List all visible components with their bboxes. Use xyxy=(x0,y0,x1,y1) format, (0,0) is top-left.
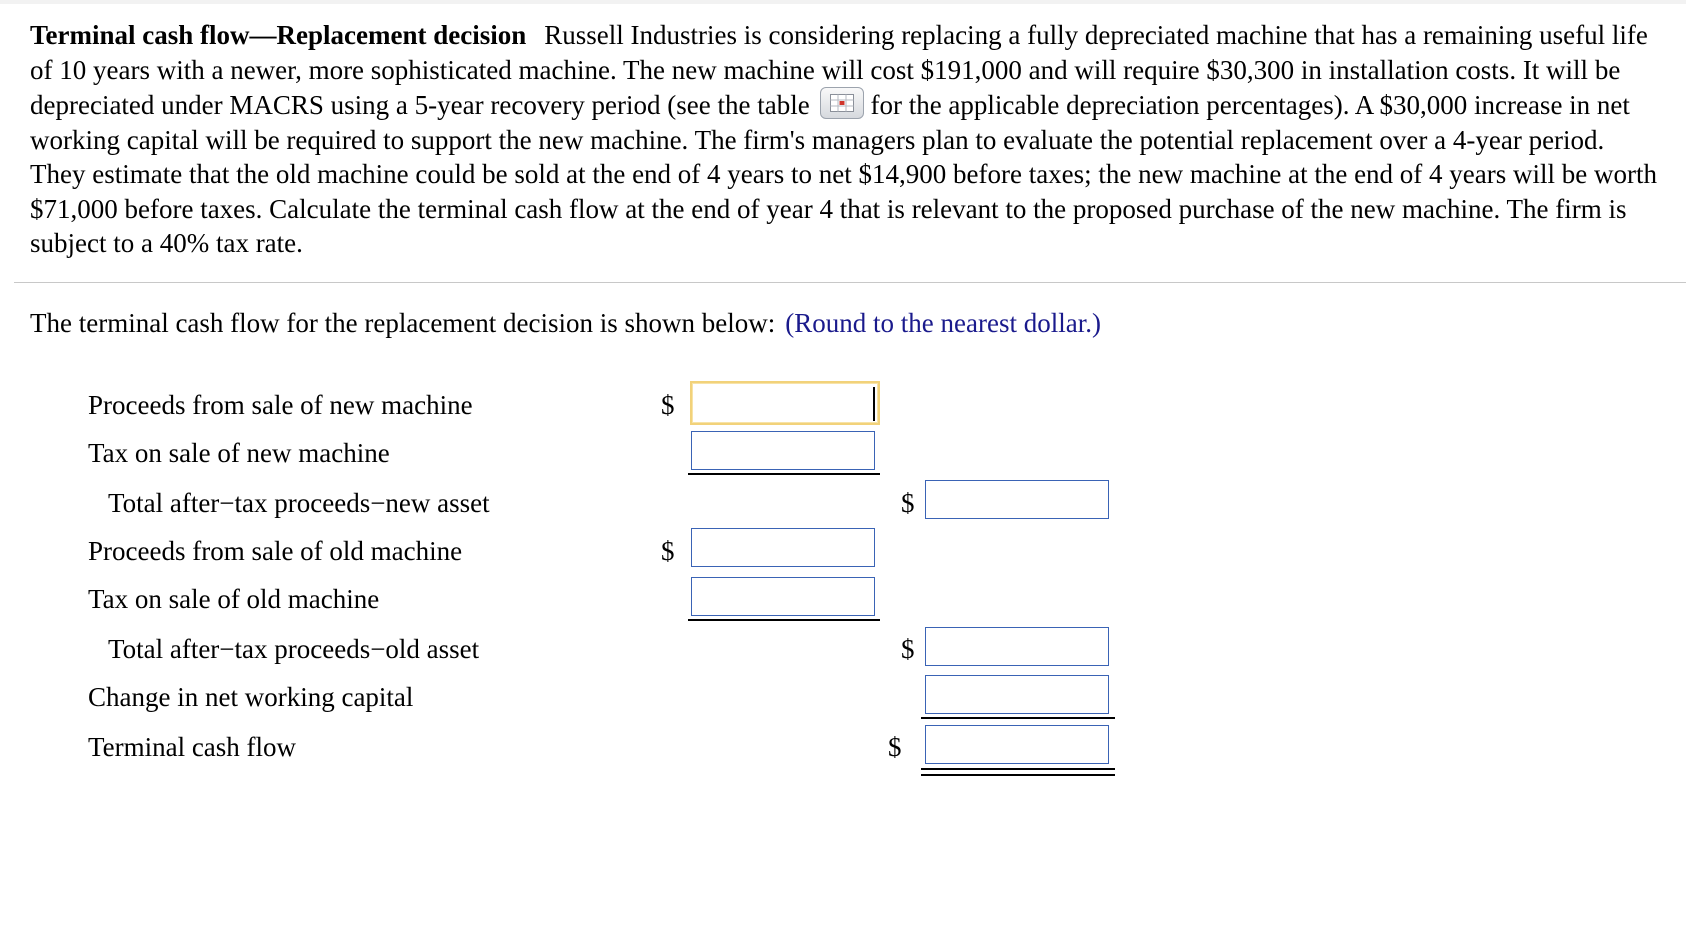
section-divider xyxy=(14,282,1686,283)
input-nwc[interactable] xyxy=(925,675,1109,714)
label-total-new: Total after−tax proceeds−new asset xyxy=(108,488,490,518)
input-total-new[interactable] xyxy=(925,480,1109,519)
problem-statement xyxy=(30,18,1660,261)
double-underline-bottom xyxy=(921,774,1115,776)
label-total-old: Total after−tax proceeds−old asset xyxy=(108,634,480,664)
problem-text-part2: for the applicable depreciation percentages). A $30,000 increase in net working capital will be required to support the new machine. The firm's managers plan to evaluate the potential replacement over a 4-year period. They estimate that the old machine could be sold at the end of 4 years to net $14,900 before taxes; the new machine at the end of 4 years will be worth $71,000 before taxes. Calculate the terminal cash flow at the end of year 4 that is relevant to the proposed purchase of the new machine. The firm is subject to a 40% tax rate. xyxy=(30,90,1657,258)
label-terminal: Terminal cash flow xyxy=(88,732,297,762)
subtotal-underline xyxy=(688,619,880,621)
input-tax-new[interactable] xyxy=(691,431,875,470)
total-underline xyxy=(921,717,1115,719)
label-tax-new: Tax on sale of new machine xyxy=(88,438,390,468)
instruction xyxy=(30,306,1101,340)
double-underline-top xyxy=(921,768,1115,770)
label-proceeds-old: Proceeds from sale of old machine xyxy=(88,536,463,566)
dollar-sign: $ xyxy=(901,634,915,664)
dollar-sign: $ xyxy=(661,390,675,420)
dollar-sign: $ xyxy=(661,536,675,566)
problem-title: Terminal cash flow—Replacement decision xyxy=(30,20,527,50)
table-icon[interactable] xyxy=(820,87,864,119)
dollar-sign: $ xyxy=(901,488,915,518)
text-caret xyxy=(873,387,875,421)
input-total-old[interactable] xyxy=(925,627,1109,666)
label-proceeds-new: Proceeds from sale of new machine xyxy=(88,390,473,420)
input-terminal[interactable] xyxy=(925,725,1109,764)
instruction-text: The terminal cash flow for the replacement decision is shown below: xyxy=(30,308,776,338)
top-border xyxy=(0,0,1686,4)
label-nwc: Change in net working capital xyxy=(88,682,414,712)
label-tax-old: Tax on sale of old machine xyxy=(88,584,380,614)
problem-text-part1: Russell Industries is considering replacing a fully depreciated machine that has a remaining useful life of 10 years with a newer, more sophisticated machine. The new machine will cost $191,000 and will require $30,300 in installation costs. It will be depreciated under MACRS using a 5-year recovery period (see the table xyxy=(30,20,1648,120)
subtotal-underline xyxy=(688,473,880,475)
instruction-hint: (Round to the nearest dollar.) xyxy=(785,308,1101,338)
input-tax-old[interactable] xyxy=(691,577,875,616)
input-proceeds-old[interactable] xyxy=(691,528,875,567)
dollar-sign: $ xyxy=(888,732,902,762)
input-proceeds-new[interactable] xyxy=(690,381,880,425)
table-grid-icon xyxy=(830,94,854,112)
